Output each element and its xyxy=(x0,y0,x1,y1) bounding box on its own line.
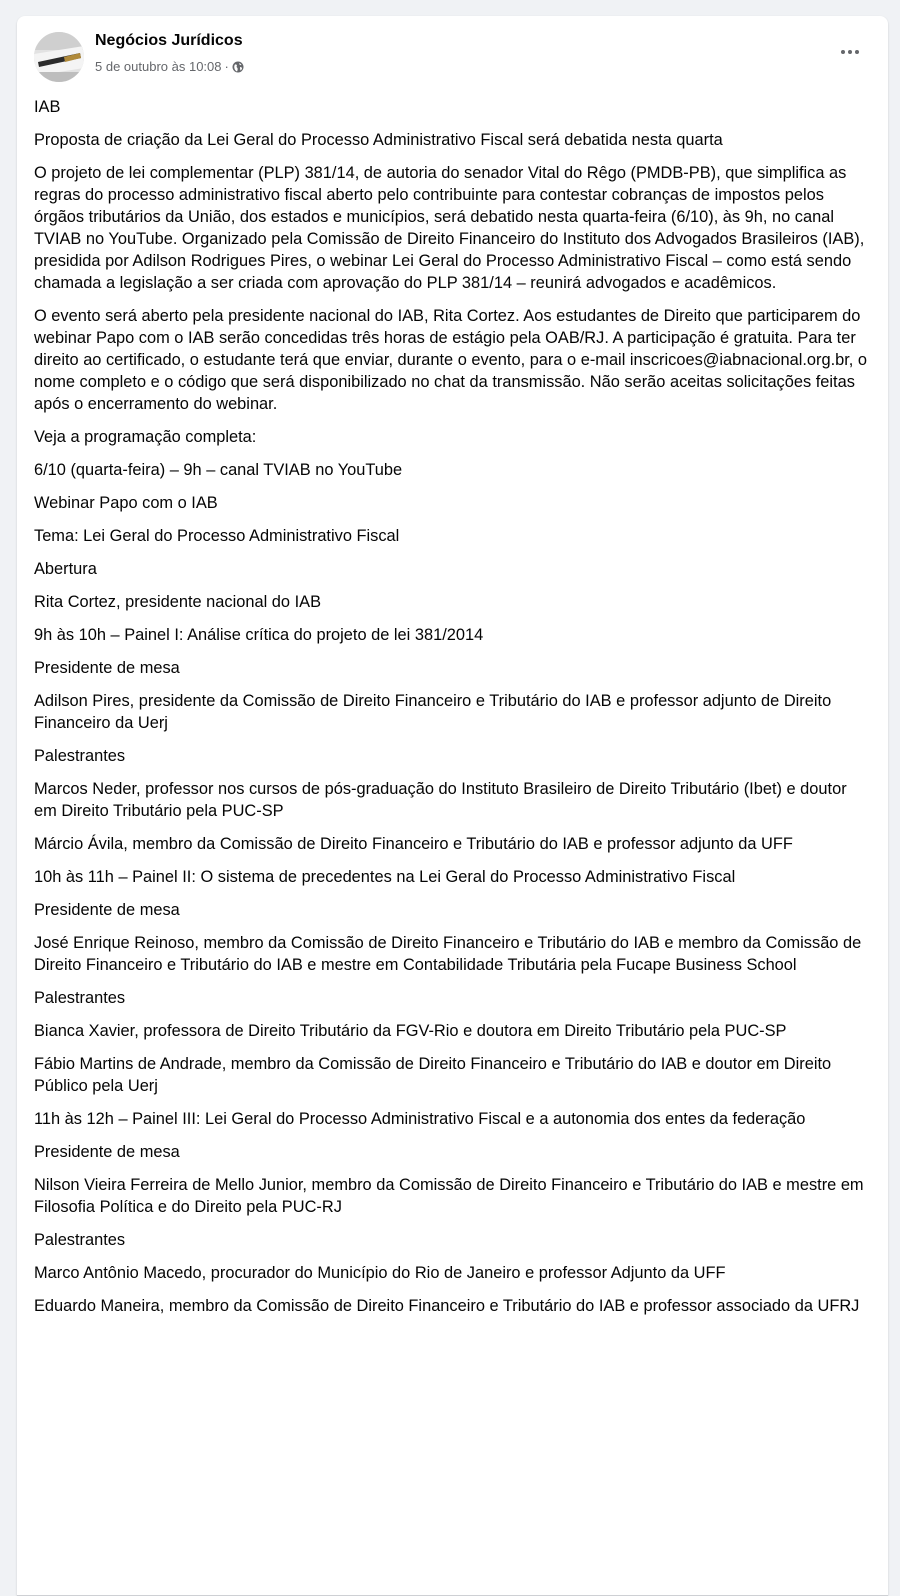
post-paragraph: Marco Antônio Macedo, procurador do Município do Rio de Janeiro e professor Adjunto da UFF xyxy=(34,1264,726,1282)
post-paragraph: 11h às 12h – Painel III: Lei Geral do Processo Administrativo Fiscal e a autonomia dos entes da federação xyxy=(34,1110,806,1128)
post-paragraph: Proposta de criação da Lei Geral do Processo Administrativo Fiscal será debatida nesta quarta xyxy=(34,131,723,149)
post-header xyxy=(17,16,888,88)
post-paragraph: O projeto de lei complementar (PLP) 381/14, de autoria do senador Vital do Rêgo (PMDB-PB), que simplifica as regras do processo administrativo fiscal aberto pelo contribuinte para contestar cobranças de impostos pelos órgãos tributários da União, dos estados e municípios, será debatido nesta quarta-feira (6/10), às 9h, no canal TVIAB no YouTube. Organizado pela Comissão de Direito Financeiro do Instituto dos Advogados Brasileiros (IAB), presidida por Adilson Rodrigues Pires, o webinar Lei Geral do Processo Administrativo Fiscal – como está sendo chamada a legislação a ser criada com aprovação do PLP 381/14 – reunirá advogados e acadêmicos. xyxy=(34,164,865,292)
post-paragraph: Abertura xyxy=(34,560,97,578)
post-paragraph: Rita Cortez, presidente nacional do IAB xyxy=(34,593,321,611)
post-paragraph: IAB xyxy=(34,98,61,116)
post-paragraph: O evento será aberto pela presidente nacional do IAB, Rita Cortez. Aos estudantes de Direito que participarem do webinar Papo com o IAB serão concedidas três horas de estágio pela OAB/RJ. A participação é gratuita. Para ter direito ao certificado, o estudante terá que enviar, durante o evento, para o e-mail inscricoes@iabnacional.org.br, o nome completo e o código que será disponibilizado no chat da transmissão. Não serão aceitas solicitações feitas após o encerramento do webinar. xyxy=(34,307,868,413)
avatar-image xyxy=(34,32,84,82)
avatar[interactable] xyxy=(34,32,84,82)
post-paragraph: 9h às 10h – Painel I: Análise crítica do projeto de lei 381/2014 xyxy=(34,626,484,644)
post-paragraph: 10h às 11h – Painel II: O sistema de precedentes na Lei Geral do Processo Administrativo Fiscal xyxy=(34,868,736,886)
meta-separator: · xyxy=(224,59,229,74)
post-paragraph: Bianca Xavier, professora de Direito Tributário da FGV-Rio e doutora em Direito Tributário pela PUC-SP xyxy=(34,1022,787,1040)
post-meta xyxy=(95,59,244,74)
more-options-icon[interactable] xyxy=(832,40,868,64)
post-paragraph: Tema: Lei Geral do Processo Administrativo Fiscal xyxy=(34,527,400,545)
post-paragraph: Adilson Pires, presidente da Comissão de Direito Financeiro e Tributário do IAB e professor adjunto de Direito Financeiro da Uerj xyxy=(34,692,832,732)
post-paragraph: Presidente de mesa xyxy=(34,1143,180,1161)
post-paragraph: Nilson Vieira Ferreira de Mello Junior, membro da Comissão de Direito Financeiro e Tributário do IAB e mestre em Filosofia Política e do Direito pela PUC-RJ xyxy=(34,1176,864,1216)
post-paragraph: José Enrique Reinoso, membro da Comissão de Direito Financeiro e Tributário do IAB e membro da Comissão de Direito Financeiro e Tributário do IAB e mestre em Contabilidade Tributária pela Fucape Business School xyxy=(34,934,862,974)
post-paragraph: Fábio Martins de Andrade, membro da Comissão de Direito Financeiro e Tributário do IAB e doutor em Direito Público pela Uerj xyxy=(34,1055,832,1095)
post-paragraph: Eduardo Maneira, membro da Comissão de Direito Financeiro e Tributário do IAB e professor associado da UFRJ xyxy=(34,1297,860,1315)
post-card xyxy=(17,16,888,1596)
post-paragraph: Palestrantes xyxy=(34,989,126,1007)
post-paragraph: Márcio Ávila, membro da Comissão de Direito Financeiro e Tributário do IAB e professor adjunto da UFF xyxy=(34,835,793,853)
post-timestamp[interactable]: 5 de outubro às 10:08 xyxy=(95,59,222,74)
post-paragraph: Presidente de mesa xyxy=(34,901,180,919)
post-paragraph: Veja a programação completa: xyxy=(34,428,257,446)
page-name-link[interactable]: Negócios Jurídicos xyxy=(95,32,243,49)
post-body xyxy=(34,96,872,1328)
post-paragraph: Palestrantes xyxy=(34,1231,126,1249)
post-paragraph: Webinar Papo com o IAB xyxy=(34,494,218,512)
post-paragraph: Palestrantes xyxy=(34,747,126,765)
post-paragraph: 6/10 (quarta-feira) – 9h – canal TVIAB no YouTube xyxy=(34,461,403,479)
globe-icon xyxy=(232,61,244,73)
post-paragraph: Marcos Neder, professor nos cursos de pós-graduação do Instituto Brasileiro de Direito Tributário (Ibet) e doutor em Direito Tributário pela PUC-SP xyxy=(34,780,847,820)
post-paragraph: Presidente de mesa xyxy=(34,659,180,677)
